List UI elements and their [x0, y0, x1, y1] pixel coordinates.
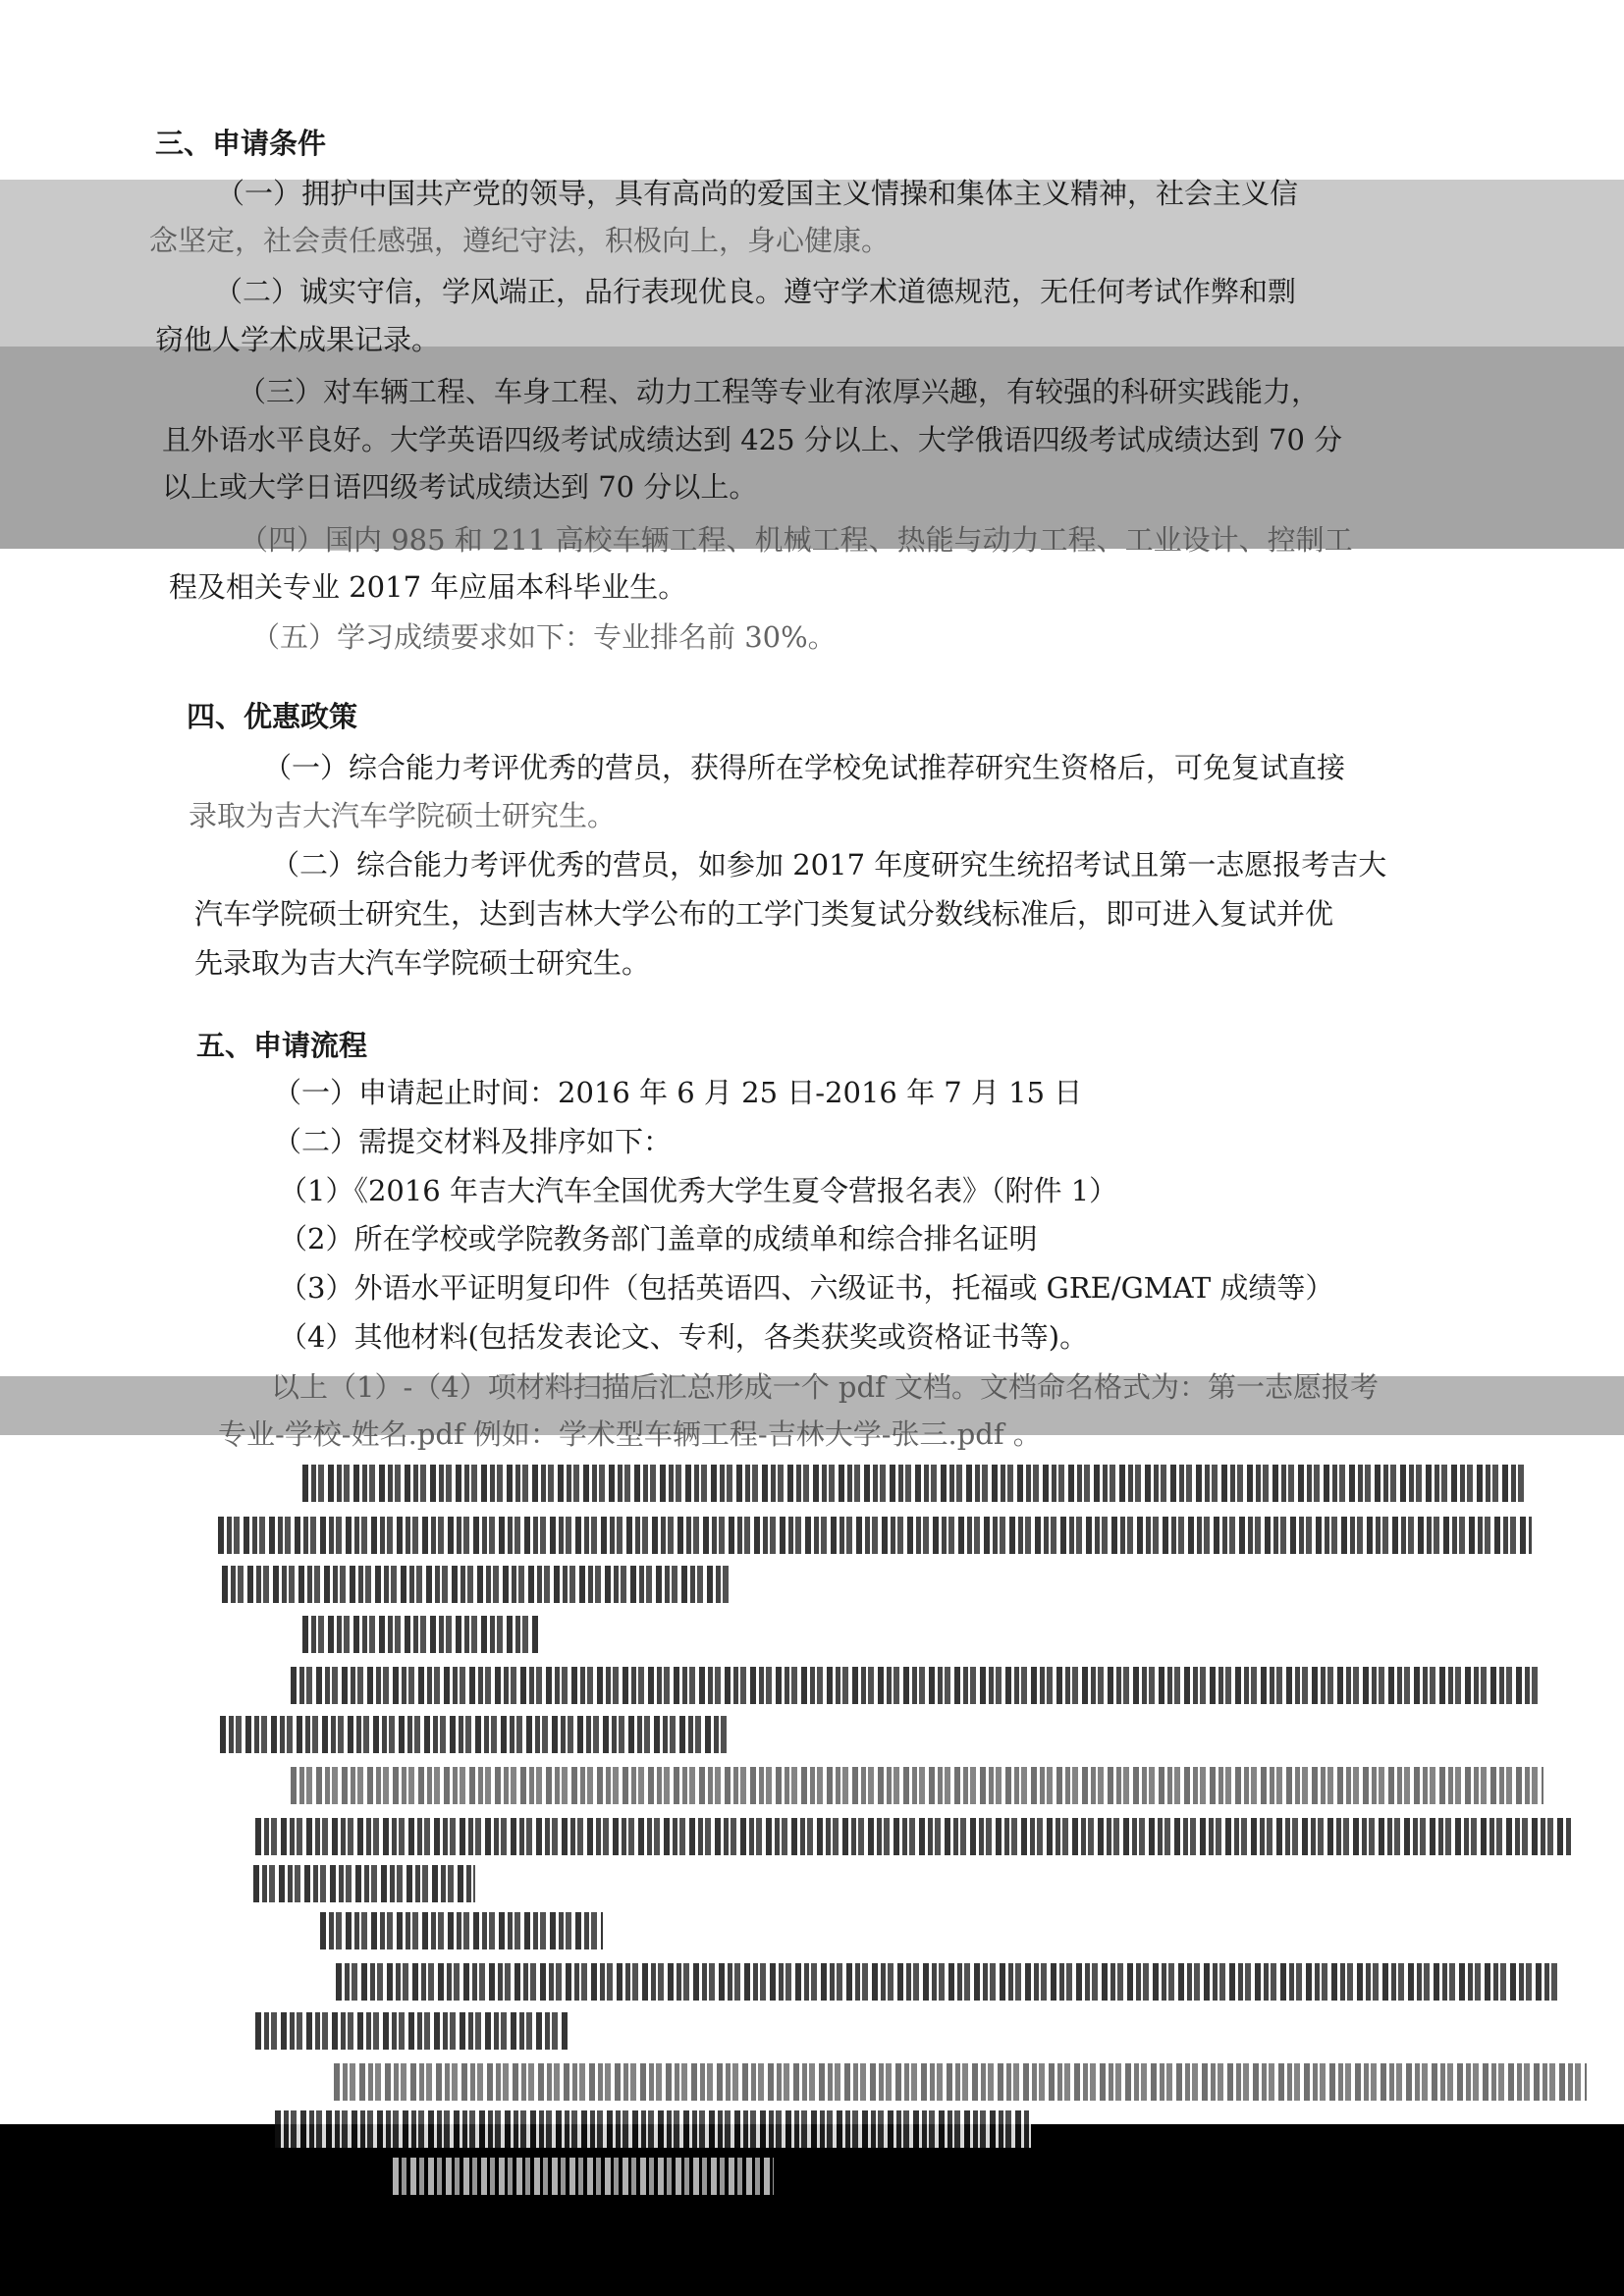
s5-sub3: （3）外语水平证明复印件（包括英语四、六级证书，托福或 GRE/GMAT 成绩等）	[279, 1271, 1334, 1305]
s3-p1-line1: （一）拥护中国共产党的领导，具有高尚的爱国主义情操和集体主义精神，社会主义信	[216, 177, 1299, 210]
section-5-heading: 五、申请流程	[196, 1029, 368, 1062]
scrambled-text-line	[334, 2063, 1587, 2101]
s5-sub4: （4）其他材料(包括发表论文、专利，各类获奖或资格证书等)。	[279, 1320, 1089, 1354]
s5-sub1: （1）《2016 年吉大汽车全国优秀大学生夏令营报名表》（附件 1）	[279, 1174, 1118, 1207]
s5-note-line2: 专业-学校-姓名.pdf 例如：学术型车辆工程-吉林大学-张三.pdf 。	[218, 1417, 1042, 1451]
s4-p2-line3: 先录取为吉大汽车学院硕士研究生。	[194, 946, 651, 980]
s4-p2-line1: （二）综合能力考评优秀的营员，如参加 2017 年度研究生统招考试且第一志愿报考吉大	[271, 848, 1387, 881]
section-4-heading: 四、优惠政策	[187, 700, 358, 733]
s3-p2-line1: （二）诚实守信，学风端正，品行表现优良。遵守学术道德规范，无任何考试作弊和剽	[214, 275, 1297, 308]
s3-p5-line1: （五）学习成绩要求如下：专业排名前 30%。	[251, 620, 837, 654]
s3-p3-line2: 且外语水平良好。大学英语四级考试成绩达到 425 分以上、大学俄语四级考试成绩达到 70 分	[162, 423, 1343, 456]
s3-p4-line1: （四）国内 985 和 211 高校车辆工程、机械工程、热能与动力工程、工业设计、控制工	[240, 523, 1353, 557]
scrambled-text-line	[275, 2110, 1031, 2148]
scrambled-text-line	[291, 1667, 1542, 1704]
s3-p3-line3: 以上或大学日语四级考试成绩达到 70 分以上。	[162, 470, 758, 504]
s3-p2-line2: 窃他人学术成果记录。	[155, 323, 441, 356]
scrambled-text-line	[255, 2012, 569, 2050]
scrambled-text-line	[302, 1465, 1525, 1502]
scrambled-text-line	[320, 1912, 603, 1949]
s4-p1-line1: （一）综合能力考评优秀的营员，获得所在学校免试推荐研究生资格后，可免复试直接	[263, 751, 1346, 784]
scrambled-text-line	[253, 1865, 475, 1902]
s5-item1: （一）申请起止时间：2016 年 6 月 25 日-2016 年 7 月 15 日	[273, 1076, 1083, 1109]
s3-p4-line2: 程及相关专业 2017 年应届本科毕业生。	[169, 570, 687, 604]
s5-item2: （二）需提交材料及排序如下：	[273, 1125, 673, 1158]
s3-p3-line1: （三）对车辆工程、车身工程、动力工程等专业有浓厚兴趣，有较强的科研实践能力，	[238, 375, 1321, 408]
s5-sub2: （2）所在学校或学院教务部门盖章的成绩单和综合排名证明	[279, 1222, 1038, 1255]
s3-p1-line2: 念坚定，社会责任感强，遵纪守法，积极向上，身心健康。	[149, 224, 891, 257]
scrambled-text-line	[393, 2158, 774, 2195]
scrambled-text-line	[302, 1616, 538, 1653]
scrambled-text-line	[218, 1517, 1532, 1554]
scrambled-text-line	[222, 1566, 732, 1603]
black-band-bottom	[0, 2124, 1624, 2296]
s5-note-line1: 以上（1）-（4）项材料扫描后汇总形成一个 pdf 文档。文档命名格式为：第一志愿报考	[271, 1370, 1379, 1404]
scrambled-text-line	[220, 1716, 731, 1753]
scrambled-text-line	[255, 1818, 1573, 1855]
scrambled-text-line	[291, 1767, 1543, 1804]
scrambled-text-line	[336, 1963, 1559, 2001]
s4-p2-line2: 汽车学院硕士研究生，达到吉林大学公布的工学门类复试分数线标准后，即可进入复试并优	[194, 897, 1334, 931]
section-3-heading: 三、申请条件	[155, 127, 327, 160]
s4-p1-line2: 录取为吉大汽车学院硕士研究生。	[189, 799, 617, 832]
